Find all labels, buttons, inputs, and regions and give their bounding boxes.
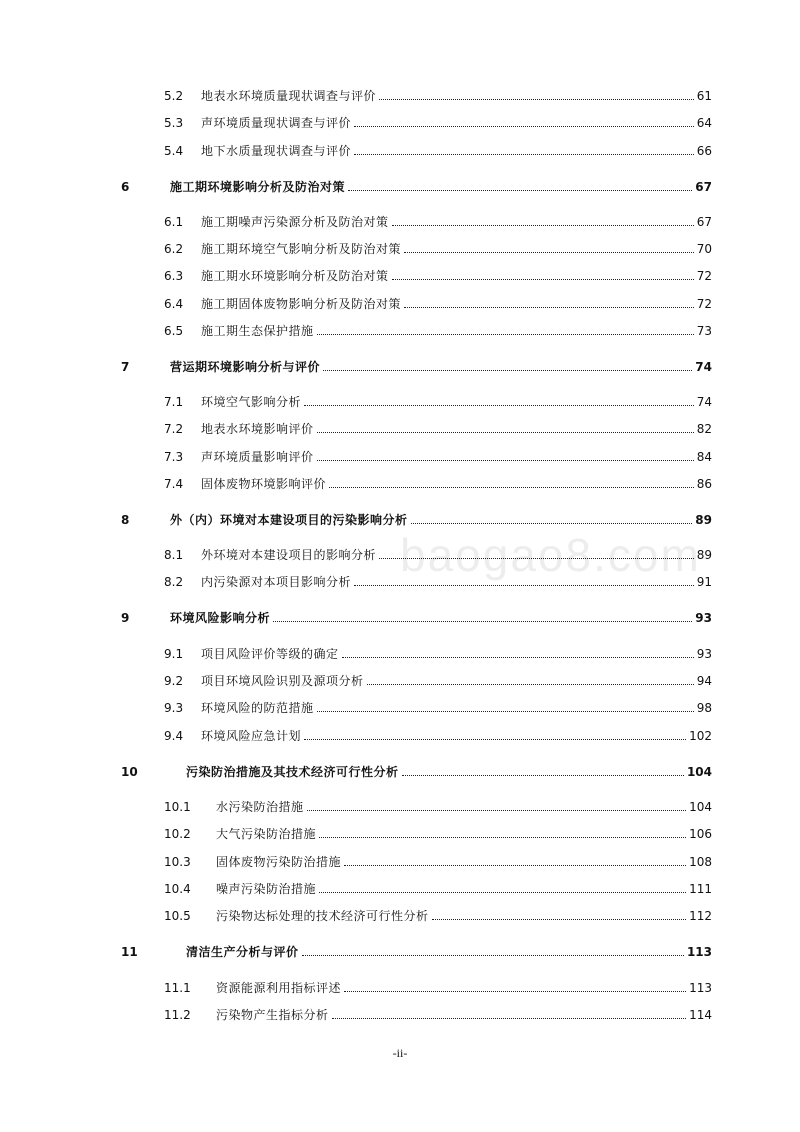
- toc-title: 资源能源利用指标评述: [216, 981, 342, 995]
- toc-number: 10.1: [164, 800, 191, 814]
- toc-title: 固体废物污染防治措施: [216, 855, 342, 869]
- page-number-footer: -ii-: [392, 1046, 408, 1060]
- toc-page: 74: [695, 360, 712, 374]
- toc-entry-11-2[interactable]: [0, 1005, 800, 1025]
- toc-title: 施工期生态保护措施: [201, 324, 314, 338]
- toc-number: 11.1: [164, 981, 191, 995]
- toc-entry-7-2[interactable]: [0, 419, 800, 439]
- toc-page: 113: [686, 945, 712, 959]
- toc-entry-5-3[interactable]: [0, 113, 800, 133]
- watermark: baogao8.com: [400, 529, 701, 581]
- toc-page: 74: [696, 395, 712, 409]
- toc-entry-10-2[interactable]: [0, 824, 800, 844]
- dot-leader: [379, 99, 694, 100]
- toc-number: 11.2: [164, 1008, 191, 1022]
- toc-page: 72: [696, 269, 712, 283]
- toc-entry-10-1[interactable]: [0, 797, 800, 817]
- dot-leader: [354, 585, 694, 586]
- dot-leader: [302, 955, 684, 956]
- toc-entry-5-4[interactable]: [0, 141, 800, 161]
- dot-leader: [344, 991, 686, 992]
- toc-entry-9-1[interactable]: [0, 644, 800, 664]
- toc-title: 污染物达标处理的技术经济可行性分析: [216, 909, 429, 923]
- toc-page: 86: [696, 477, 712, 491]
- toc-entry-7-3[interactable]: [0, 447, 800, 467]
- toc-entry-6-2[interactable]: [0, 239, 800, 259]
- toc-number: 10.2: [164, 827, 191, 841]
- toc-title: 施工期环境空气影响分析及防治对策: [201, 242, 402, 256]
- toc-page: 70: [696, 242, 712, 256]
- toc-number: 6.5: [164, 324, 184, 338]
- dot-leader: [348, 190, 692, 191]
- toc-page: 98: [696, 701, 712, 715]
- toc-page: 82: [696, 422, 712, 436]
- dot-leader: [317, 711, 694, 712]
- toc-entry-7-1[interactable]: [0, 392, 800, 412]
- toc-title: 环境风险影响分析: [170, 611, 271, 625]
- toc-page: 89: [695, 513, 712, 527]
- toc-page: 73: [696, 324, 712, 338]
- toc-entry-6-1[interactable]: [0, 212, 800, 232]
- toc-title: 营运期环境影响分析与评价: [170, 360, 321, 374]
- toc-number: 7.2: [164, 422, 184, 436]
- toc-entry-5-2[interactable]: [0, 86, 800, 106]
- dot-leader: [354, 126, 694, 127]
- toc-chapter-9[interactable]: [0, 608, 800, 628]
- toc-number: 7.1: [164, 395, 184, 409]
- toc-page: 93: [695, 611, 712, 625]
- toc-title: 施工期固体废物影响分析及防治对策: [201, 297, 402, 311]
- toc-entry-10-3[interactable]: [0, 852, 800, 872]
- toc-title: 环境空气影响分析: [201, 395, 302, 409]
- dot-leader: [323, 370, 692, 371]
- toc-title: 清洁生产分析与评价: [186, 945, 299, 959]
- toc-page: 67: [695, 180, 712, 194]
- toc-number: 9.4: [164, 729, 184, 743]
- toc-number: 10.5: [164, 909, 191, 923]
- toc-chapter-7[interactable]: [0, 357, 800, 377]
- toc-page: 67: [696, 215, 712, 229]
- toc-entry-9-3[interactable]: [0, 698, 800, 718]
- toc-number: 8.1: [164, 548, 184, 562]
- toc-title: 声环境质量现状调查与评价: [201, 116, 352, 130]
- toc-number: 5.3: [164, 116, 184, 130]
- toc-page: 66: [696, 144, 712, 158]
- toc-page: 106: [689, 827, 712, 841]
- toc-page: 113: [689, 981, 712, 995]
- toc-title: 固体废物环境影响评价: [201, 477, 327, 491]
- dot-leader: [404, 252, 694, 253]
- toc-title: 项目环境风险识别及源项分析: [201, 674, 364, 688]
- toc-page: 93: [696, 647, 712, 661]
- dot-leader: [404, 307, 694, 308]
- toc-page: 61: [696, 89, 712, 103]
- toc-entry-10-4[interactable]: [0, 879, 800, 899]
- dot-leader: [432, 919, 687, 920]
- toc-title: 施工期噪声污染源分析及防治对策: [201, 215, 389, 229]
- toc-title: 内污染源对本项目影响分析: [201, 575, 352, 589]
- toc-number: 8: [121, 513, 130, 527]
- toc-number: 10.3: [164, 855, 191, 869]
- dot-leader: [317, 432, 694, 433]
- toc-number: 7.4: [164, 477, 184, 491]
- dot-leader: [392, 279, 694, 280]
- toc-title: 施工期环境影响分析及防治对策: [170, 180, 346, 194]
- toc-number: 8.2: [164, 575, 184, 589]
- dot-leader: [332, 1018, 687, 1019]
- dot-leader: [319, 837, 686, 838]
- toc-page: 84: [696, 450, 712, 464]
- toc-title: 地表水环境影响评价: [201, 422, 314, 436]
- toc-title: 环境风险的防范措施: [201, 701, 314, 715]
- toc-number: 5.4: [164, 144, 184, 158]
- toc-page: 112: [689, 909, 712, 923]
- toc-title: 地表水环境质量现状调查与评价: [201, 89, 377, 103]
- toc-entry-11-1[interactable]: [0, 978, 800, 998]
- toc-title: 污染防治措施及其技术经济可行性分析: [186, 765, 399, 779]
- toc-number: 10.4: [164, 882, 191, 896]
- dot-leader: [304, 405, 694, 406]
- toc-number: 7: [121, 360, 130, 374]
- dot-leader: [273, 621, 692, 622]
- toc-number: 5.2: [164, 89, 184, 103]
- toc-number: 9.1: [164, 647, 184, 661]
- dot-leader: [354, 154, 694, 155]
- toc-title: 地下水质量现状调查与评价: [201, 144, 352, 158]
- dot-leader: [329, 487, 694, 488]
- toc-title: 大气污染防治措施: [216, 827, 317, 841]
- toc-number: 7.3: [164, 450, 184, 464]
- toc-page: 111: [689, 882, 712, 896]
- toc-title: 声环境质量影响评价: [201, 450, 314, 464]
- toc-page: 94: [696, 674, 712, 688]
- toc-page: 91: [696, 575, 712, 589]
- dot-leader: [367, 684, 694, 685]
- dot-leader: [317, 334, 694, 335]
- toc-title: 外环境对本建设项目的影响分析: [201, 548, 377, 562]
- toc-title: 噪声污染防治措施: [216, 882, 317, 896]
- toc-title: 外（内）环境对本建设项目的污染影响分析: [170, 513, 408, 527]
- toc-title: 施工期水环境影响分析及防治对策: [201, 269, 389, 283]
- toc-number: 6.2: [164, 242, 184, 256]
- toc-number: 9.2: [164, 674, 184, 688]
- toc-entry-7-4[interactable]: [0, 474, 800, 494]
- toc-number: 9.3: [164, 701, 184, 715]
- dot-leader: [319, 892, 686, 893]
- dot-leader: [307, 810, 687, 811]
- toc-entry-9-2[interactable]: [0, 671, 800, 691]
- dot-leader: [392, 225, 694, 226]
- dot-leader: [317, 460, 694, 461]
- dot-leader: [411, 523, 693, 524]
- toc-entry-9-4[interactable]: [0, 726, 800, 746]
- dot-leader: [402, 775, 684, 776]
- toc-number: 11: [121, 945, 138, 959]
- toc-entry-10-5[interactable]: [0, 906, 800, 926]
- toc-number: 6.1: [164, 215, 184, 229]
- dot-leader: [342, 657, 694, 658]
- toc-number: 9: [121, 611, 130, 625]
- toc-page: 108: [689, 855, 712, 869]
- toc-title: 污染物产生指标分析: [216, 1008, 329, 1022]
- toc-number: 10: [121, 765, 138, 779]
- toc-chapter-8[interactable]: [0, 510, 800, 530]
- toc-page: 102: [689, 729, 712, 743]
- toc-page: 72: [696, 297, 712, 311]
- toc-entry-6-3[interactable]: [0, 266, 800, 286]
- toc-title: 水污染防治措施: [216, 800, 304, 814]
- toc-number: 6: [121, 180, 130, 194]
- toc-page: 104: [686, 765, 712, 779]
- toc-page: 104: [689, 800, 712, 814]
- toc-page: 114: [689, 1008, 712, 1022]
- toc-page: 89: [696, 548, 712, 562]
- toc-page: 64: [696, 116, 712, 130]
- toc-chapter-10[interactable]: [0, 762, 800, 782]
- toc-entry-6-4[interactable]: [0, 294, 800, 314]
- toc-number: 6.4: [164, 297, 184, 311]
- toc-chapter-11[interactable]: [0, 942, 800, 962]
- toc-number: 6.3: [164, 269, 184, 283]
- toc-title: 环境风险应急计划: [201, 729, 302, 743]
- toc-title: 项目风险评价等级的确定: [201, 647, 339, 661]
- dot-leader: [304, 739, 686, 740]
- toc-chapter-6[interactable]: [0, 177, 800, 197]
- toc-entry-6-5[interactable]: [0, 321, 800, 341]
- dot-leader: [344, 865, 686, 866]
